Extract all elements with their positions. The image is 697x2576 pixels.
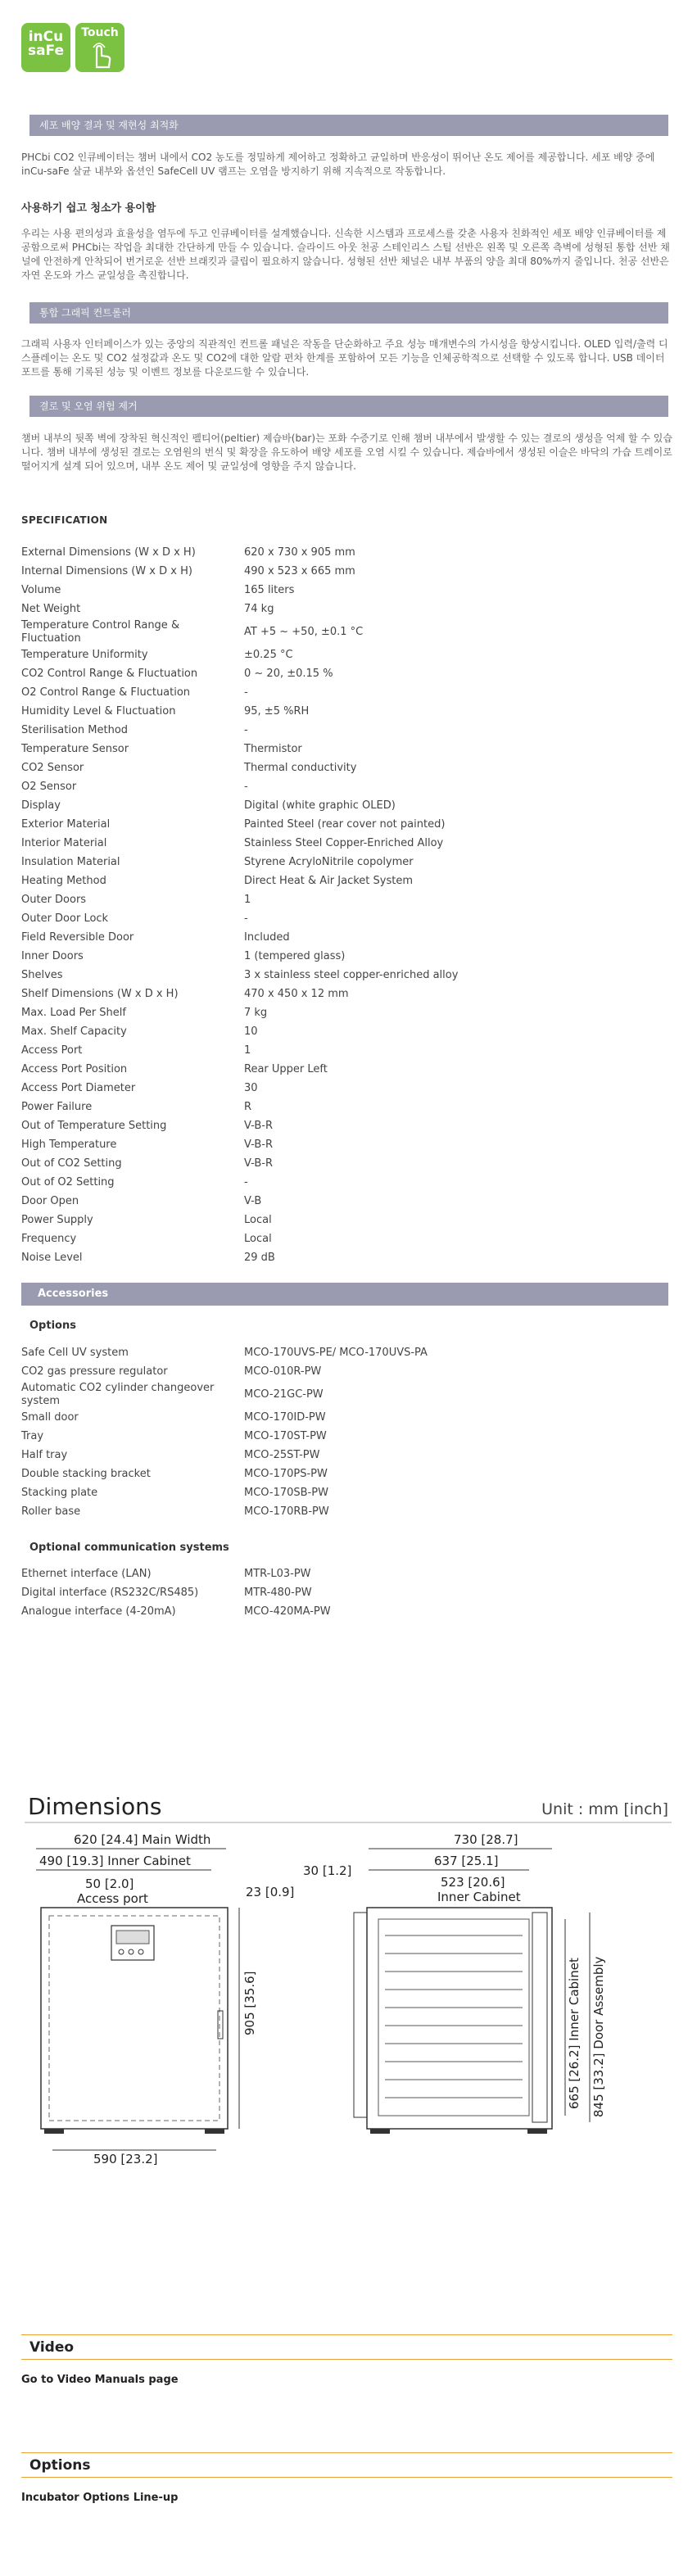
table-row (21, 1211, 480, 1229)
row-label: Half tray (21, 1448, 68, 1461)
row-label: Out of CO2 Setting (21, 1157, 122, 1170)
row-value: Stainless Steel Copper-Enriched Alloy (244, 836, 444, 849)
dimensions-unit: Unit : mm [inch] (541, 1800, 668, 1818)
table-row (21, 1003, 480, 1022)
table-row (21, 947, 480, 966)
row-value: 3 x stainless steel copper-enriched alloy (244, 968, 459, 981)
row-value: 0 ~ 20, ±0.15 % (244, 667, 333, 680)
table-row (21, 890, 480, 909)
row-label: Access Port (21, 1044, 83, 1057)
table-row (21, 1079, 480, 1098)
table-row (21, 1229, 480, 1248)
incu-safe-logo: inCu saFe (21, 23, 70, 72)
row-label: Internal Dimensions (W x D x H) (21, 564, 192, 577)
table-row (21, 645, 480, 664)
row-label: Tray (21, 1429, 44, 1442)
row-label: Max. Shelf Capacity (21, 1025, 127, 1038)
inner-depth-label: Inner Cabinet (437, 1890, 521, 1904)
accessories-band: Accessories (21, 1283, 668, 1306)
row-value: 470 x 450 x 12 mm (244, 987, 349, 1000)
row-label: Automatic CO2 cylinder changeover system (21, 1381, 215, 1407)
table-row (21, 815, 480, 834)
row-value: V-B (244, 1194, 262, 1207)
video-section (21, 2334, 672, 2384)
row-label: Field Reversible Door (21, 930, 134, 944)
row-label: Outer Doors (21, 893, 87, 906)
row-value: 1 (244, 893, 251, 906)
table-row (21, 721, 480, 740)
comm-table (21, 1564, 480, 1621)
access-port-value: 50 [2.0] (85, 1877, 134, 1891)
top-offset-label: 30 [1.2] (303, 1863, 352, 1878)
logo-group (21, 23, 124, 72)
table-row (21, 1060, 480, 1079)
row-value: 1 (tempered glass) (244, 949, 346, 962)
table-row (21, 1343, 480, 1362)
row-label: Insulation Material (21, 855, 120, 868)
row-value: Direct Heat & Air Jacket System (244, 874, 413, 887)
spec-table (21, 543, 480, 1267)
touch-hand-icon (87, 41, 113, 69)
row-label: Out of O2 Setting (21, 1175, 115, 1188)
row-label: Temperature Control Range & Fluctuation (21, 618, 180, 645)
table-row (21, 909, 480, 928)
row-value: MTR-480-PW (244, 1586, 312, 1599)
section-band-controller: 통합 그래픽 컨트롤러 (29, 302, 668, 324)
row-label: Heating Method (21, 874, 106, 887)
row-label: Temperature Uniformity (21, 648, 148, 661)
row-value: 10 (244, 1025, 258, 1038)
row-label: Digital interface (RS232C/RS485) (21, 1586, 199, 1599)
row-label: Roller base (21, 1505, 81, 1518)
section-text-controller: 그래픽 사용자 인터페이스가 있는 중앙의 직관적인 컨트롤 패널은 작동을 단순화하고 주요 성능 매개변수의 가시성을 향상시킵니다. OLED 입력/출력 디스플레이는 온도 및 CO2 설정값과 온도 및 CO2에 대한 알람 편차 한계를 포함하여 모든 기능을 인체공학적으로 선택할 수 있도록 합니다. USB 데이터 포트를 통해 기록된 성능 및 이벤트 정보를 다운로드할 수 있습니다. (21, 338, 668, 378)
row-label: Exterior Material (21, 817, 111, 831)
row-value: MCO-170ID-PW (244, 1410, 326, 1424)
inner-height-label: 665 [26.2] Inner Cabinet (567, 1958, 582, 2109)
side-offset-label: 23 [0.9] (246, 1885, 295, 1899)
row-label: Out of Temperature Setting (21, 1119, 167, 1132)
row-value: - (244, 1175, 248, 1188)
table-row (21, 1192, 480, 1211)
row-label: Temperature Sensor (21, 742, 129, 755)
options-section (21, 2452, 672, 2504)
row-value: 29 dB (244, 1251, 275, 1264)
table-row (21, 1135, 480, 1154)
table-row (21, 1502, 480, 1521)
touch-logo: Touch (75, 23, 124, 72)
row-label: High Temperature (21, 1138, 117, 1151)
row-value: MCO-170RB-PW (244, 1505, 329, 1518)
row-value: MCO-25ST-PW (244, 1448, 320, 1461)
row-label: Humidity Level & Fluctuation (21, 704, 176, 718)
row-label: Inner Doors (21, 949, 84, 962)
row-label: Net Weight (21, 602, 81, 615)
row-value: V-B-R (244, 1119, 274, 1132)
video-manuals-link[interactable]: Go to Video Manuals page (21, 2374, 179, 2386)
table-row (21, 702, 480, 721)
row-value: 7 kg (244, 1006, 268, 1019)
row-value: V-B-R (244, 1138, 274, 1151)
table-row (21, 1427, 480, 1446)
table-row (21, 985, 480, 1003)
row-label: Shelf Dimensions (W x D x H) (21, 987, 179, 1000)
row-label: Access Port Position (21, 1062, 128, 1075)
section-text-condensation: 챔버 내부의 뒷쪽 벽에 장착된 혁신적인 펠티어(peltier) 제습바(bar)는 포화 수증기로 인해 챔버 내부에서 발생할 수 있는 결로의 생성을 억제 할 수 있습니다. 챔버 내부에 생성된 결로는 오염원의 번식 및 확장을 유도하여 배양 세포를 오염 시킬 수 있습니다. 제습바에서 생성된 이슬은 바닥의 가습 트레이로 떨어지게 설계 되어 있으며, 내부 온도 제어 및 균일성에 영향을 주지 않습니다. (21, 432, 672, 472)
table-row (21, 581, 480, 600)
table-row (21, 1408, 480, 1427)
table-row (21, 1154, 480, 1173)
row-value: - (244, 723, 248, 736)
row-value: MCO-170SB-PW (244, 1486, 328, 1499)
row-value: V-B-R (244, 1157, 274, 1170)
section-text-easy-clean: 우리는 사용 편의성과 효율성을 염두에 두고 인큐베이터를 설계했습니다. 신속한 시스템과 프로세스를 갖춘 사용자 친화적인 세포 배양 인큐베이터를 제공함으로써 PHCbi는 작업을 최대한 간단하게 만들 수 있습니다. 슬라이드 아웃 천공 스테인리스 스틸 선반은 왼쪽 및 오른쪽 측벽에 성형된 통합 선반 채널에 안전하게 안착되어 번거로운 선반 브래킷과 클립이 필요하지 않습니다. 성형된 선반 채널은 내부 부품의 양을 최대 80%까지 줄입니다. 천공 선반은 자연 온도와 가스 균일성을 촉진합니다. (21, 228, 670, 281)
table-row (21, 1041, 480, 1060)
row-value: - (244, 912, 248, 925)
row-label: CO2 Control Range & Fluctuation (21, 667, 198, 680)
table-row (21, 758, 480, 777)
table-row (21, 796, 480, 815)
row-label: Shelves (21, 968, 63, 981)
section-text-culture: PHCbi CO2 인큐베이터는 챔버 내에서 CO2 농도를 정밀하게 제어하고 정확하고 균일하며 반응성이 뛰어난 온도 제어를 제공합니다. 세포 배양 중에 inCu-saFe 살균 내부와 옵션인 SafeCell UV 램프는 오염을 방지하기 위해 지속적으로 작동합니다. (21, 152, 655, 177)
row-value: AT +5 ~ +50, ±0.1 °C (244, 625, 364, 638)
table-row (21, 1446, 480, 1465)
row-value: 620 x 730 x 905 mm (244, 546, 355, 559)
row-value: Thermal conductivity (244, 761, 357, 774)
row-label: Door Open (21, 1194, 79, 1207)
depth-total-label: 730 [28.7] (454, 1832, 518, 1847)
row-value: R (244, 1100, 252, 1113)
table-row (21, 928, 480, 947)
row-value: Local (244, 1213, 272, 1226)
table-row (21, 1173, 480, 1192)
table-row (21, 618, 480, 645)
main-width-label: 620 [24.4] Main Width (74, 1832, 211, 1847)
table-row (21, 1098, 480, 1116)
row-label: Interior Material (21, 836, 107, 849)
row-value: MCO-170UVS-PE/ MCO-170UVS-PA (244, 1346, 428, 1359)
depth-637-label: 637 [25.1] (434, 1854, 499, 1868)
row-value: Local (244, 1232, 272, 1245)
dimensions-title: Dimensions (28, 1793, 162, 1820)
table-row (21, 1564, 480, 1583)
row-value: Thermistor (244, 742, 302, 755)
row-label: Stacking plate (21, 1486, 98, 1499)
table-row (21, 871, 480, 890)
row-value: ±0.25 °C (244, 648, 293, 661)
row-label: Max. Load Per Shelf (21, 1006, 126, 1019)
table-row (21, 966, 480, 985)
row-value: MCO-010R-PW (244, 1365, 322, 1378)
height-label: 905 [35.6] (242, 1971, 257, 2035)
row-value: Styrene AcryloNitrile copolymer (244, 855, 414, 868)
base-width-label: 590 [23.2] (93, 2152, 158, 2166)
dimensions-drawing (25, 1790, 672, 2166)
table-row (21, 1583, 480, 1602)
table-row (21, 1022, 480, 1041)
row-value: 30 (244, 1081, 258, 1094)
row-value: MTR-L03-PW (244, 1567, 311, 1580)
row-value: 74 kg (244, 602, 274, 615)
inner-depth-value: 523 [20.6] (441, 1875, 505, 1890)
row-label: Frequency (21, 1232, 77, 1245)
row-value: MCO-420MA-PW (244, 1605, 331, 1618)
row-label: O2 Control Range & Fluctuation (21, 686, 191, 699)
row-label: Power Failure (21, 1100, 93, 1113)
row-label: Sterilisation Method (21, 723, 129, 736)
row-label: External Dimensions (W x D x H) (21, 546, 196, 559)
options-table (21, 1343, 480, 1521)
row-label: Analogue interface (4-20mA) (21, 1605, 176, 1618)
row-label: Small door (21, 1410, 79, 1424)
row-value: Digital (white graphic OLED) (244, 799, 396, 812)
row-value: 1 (244, 1044, 251, 1057)
row-value: 165 liters (244, 583, 295, 596)
table-row (21, 600, 480, 618)
row-value: Included (244, 930, 290, 944)
row-label: CO2 gas pressure regulator (21, 1365, 168, 1378)
table-row (21, 777, 480, 796)
video-title: Video (29, 2339, 75, 2356)
row-label: Access Port Diameter (21, 1081, 136, 1094)
row-value: Painted Steel (rear cover not painted) (244, 817, 446, 831)
options-heading: Options (29, 1320, 76, 1332)
options-block-title: Options (29, 2457, 91, 2474)
section-heading-easy-clean: 사용하기 쉽고 청소가 용이함 (21, 202, 156, 215)
inner-cabinet-width-label: 490 [19.3] Inner Cabinet (39, 1854, 191, 1868)
table-row (21, 1116, 480, 1135)
access-port-label: Access port (77, 1891, 148, 1906)
spec-title: SPECIFICATION (21, 514, 108, 526)
row-value: - (244, 686, 248, 699)
table-row (21, 853, 480, 871)
row-value: 95, ±5 %RH (244, 704, 310, 718)
table-row (21, 740, 480, 758)
row-label: Display (21, 799, 61, 812)
row-label: Double stacking bracket (21, 1467, 151, 1480)
row-label: Outer Door Lock (21, 912, 109, 925)
row-label: CO2 Sensor (21, 761, 84, 774)
row-value: MCO-21GC-PW (244, 1388, 324, 1401)
comm-heading: Optional communication systems (29, 1542, 229, 1554)
table-row (21, 683, 480, 702)
row-value: MCO-170PS-PW (244, 1467, 328, 1480)
table-row (21, 1602, 480, 1621)
row-label: Ethernet interface (LAN) (21, 1567, 152, 1580)
section-band-condensation: 결로 및 오염 위험 제거 (29, 396, 668, 417)
row-label: Power Supply (21, 1213, 93, 1226)
table-row (21, 1465, 480, 1483)
options-lineup-link[interactable]: Incubator Options Line-up (21, 2492, 179, 2504)
row-label: O2 Sensor (21, 780, 77, 793)
table-row (21, 664, 480, 683)
table-row (21, 1362, 480, 1381)
row-value: - (244, 780, 248, 793)
table-row (21, 543, 480, 562)
row-value: Rear Upper Left (244, 1062, 328, 1075)
table-row (21, 1381, 480, 1408)
row-label: Safe Cell UV system (21, 1346, 129, 1359)
table-row (21, 834, 480, 853)
section-band-culture: 세포 배양 결과 및 재현성 최적화 (29, 115, 668, 136)
door-height-label: 845 [33.2] Door Assembly (591, 1956, 606, 2117)
row-label: Volume (21, 583, 61, 596)
row-value: MCO-170ST-PW (244, 1429, 327, 1442)
table-row (21, 562, 480, 581)
row-label: Noise Level (21, 1251, 83, 1264)
row-value: 490 x 523 x 665 mm (244, 564, 355, 577)
table-row (21, 1248, 480, 1267)
table-row (21, 1483, 480, 1502)
